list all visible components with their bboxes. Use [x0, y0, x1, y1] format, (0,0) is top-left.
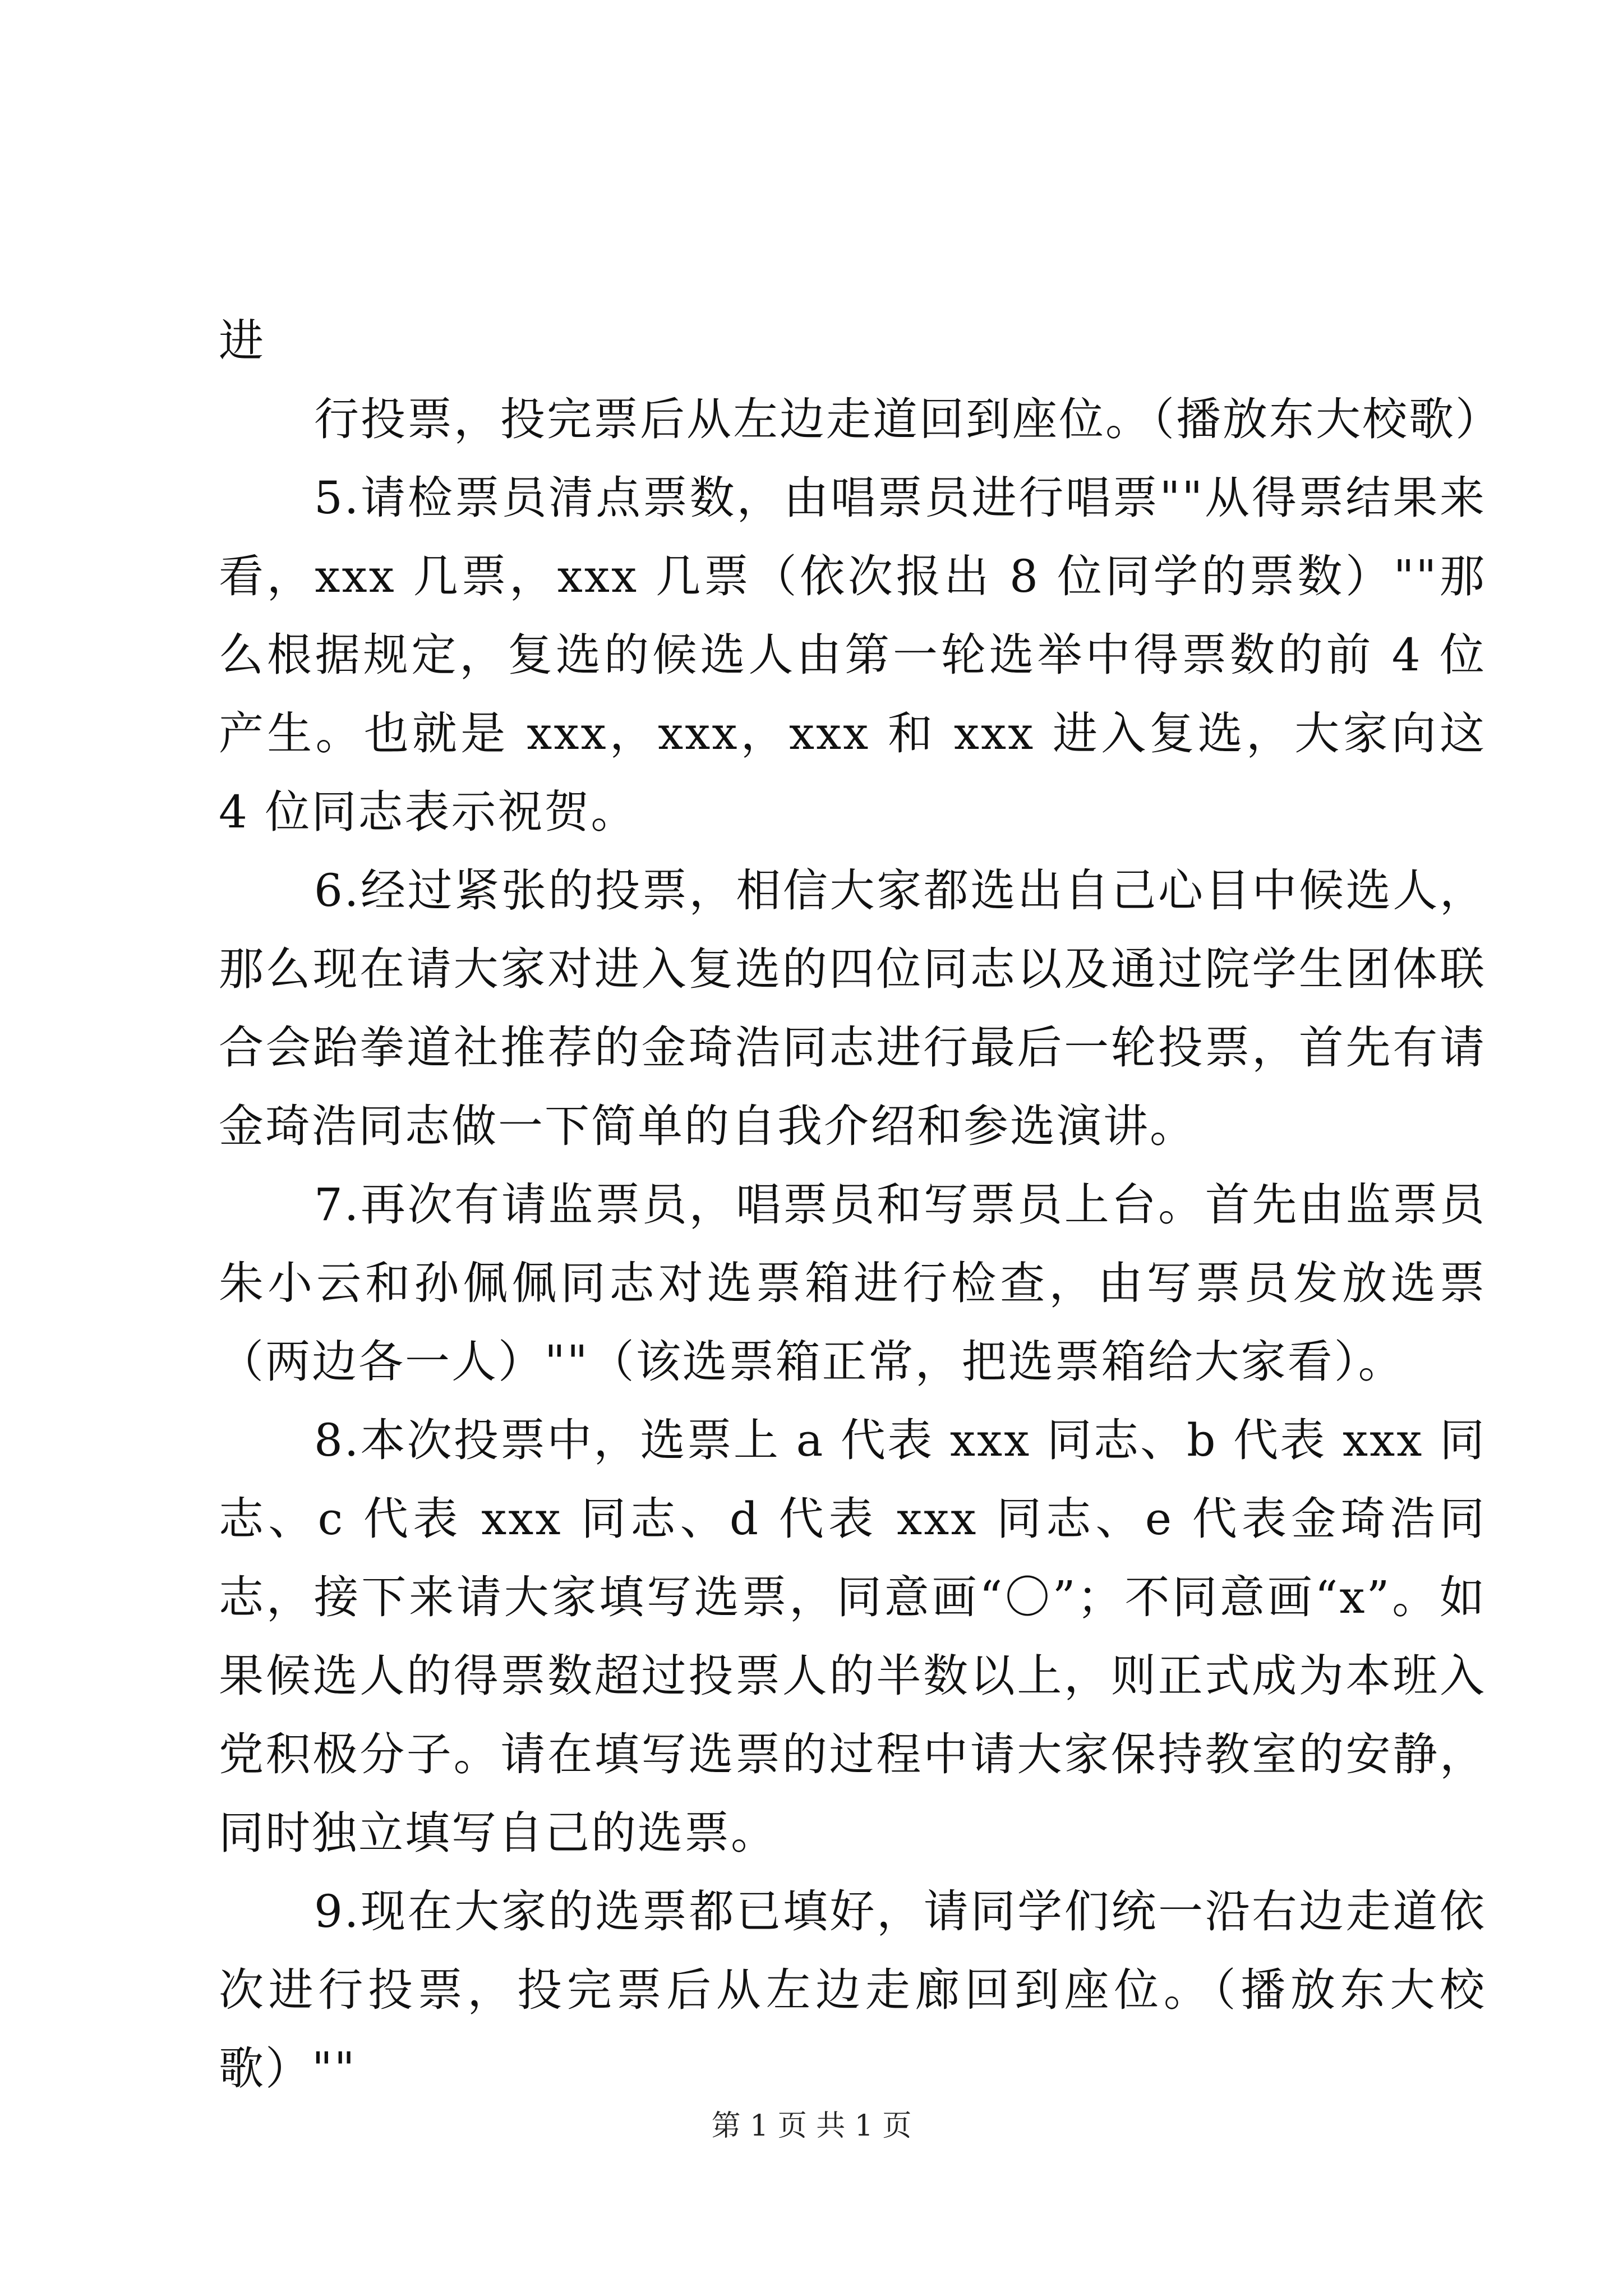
paragraph-item-8: 8.本次投票中，选票上 a 代表 xxx 同志、b 代表 xxx 同志、c 代表 xxx 同志、d 代表 xxx 同志、e 代表金琦浩同志，接下来请大家填写选票，同意画“〇”；不同意画“x”。如果候选人的得票数超过投票人的半数以上，则正式成为本班入党积极分子。请在填写选票的过程中请大家保持教室的安静，同时独立填写自己的选票。 [219, 1414, 1486, 1859]
paragraph-item-5: 5.请检票员清点票数，由唱票员进行唱票""从得票结果来看，xxx 几票，xxx 几票（依次报出 8 位同学的票数）""那么根据规定，复选的候选人由第一轮选举中得票数的前 4 位产生。也就是 xxx，xxx，xxx 和 xxx 进入复选，大家向这 4 位同志表示祝贺。 [219, 472, 1486, 838]
paragraph-item-9: 9.现在大家的选票都已填好，请同学们统一沿右边走道依次进行投票，投完票后从左边走廊回到座位。（播放东大校歌）"" [219, 1885, 1486, 2095]
paragraph-fragment: 进 [219, 315, 265, 367]
paragraph-item-6: 6.经过紧张的投票，相信大家都选出自己心目中候选人，那么现在请大家对进入复选的四位同志以及通过院学生团体联合会跆拳道社推荐的金琦浩同志进行最后一轮投票，首先有请金琦浩同志做一下简单的自我介绍和参选演讲。 [219, 864, 1486, 1152]
paragraph-item-7: 7.再次有请监票员，唱票员和写票员上台。首先由监票员朱小云和孙佩佩同志对选票箱进行检查，由写票员发放选票（两边各一人）""（该选票箱正常，把选票箱给大家看）。 [219, 1179, 1486, 1388]
document-body [219, 302, 1502, 2108]
page-footer: 第 1 页 共 1 页 [711, 2109, 912, 2143]
paragraph-voting-return: 行投票，投完票后从左边走道回到座位。（播放东大校歌） [314, 393, 1502, 445]
